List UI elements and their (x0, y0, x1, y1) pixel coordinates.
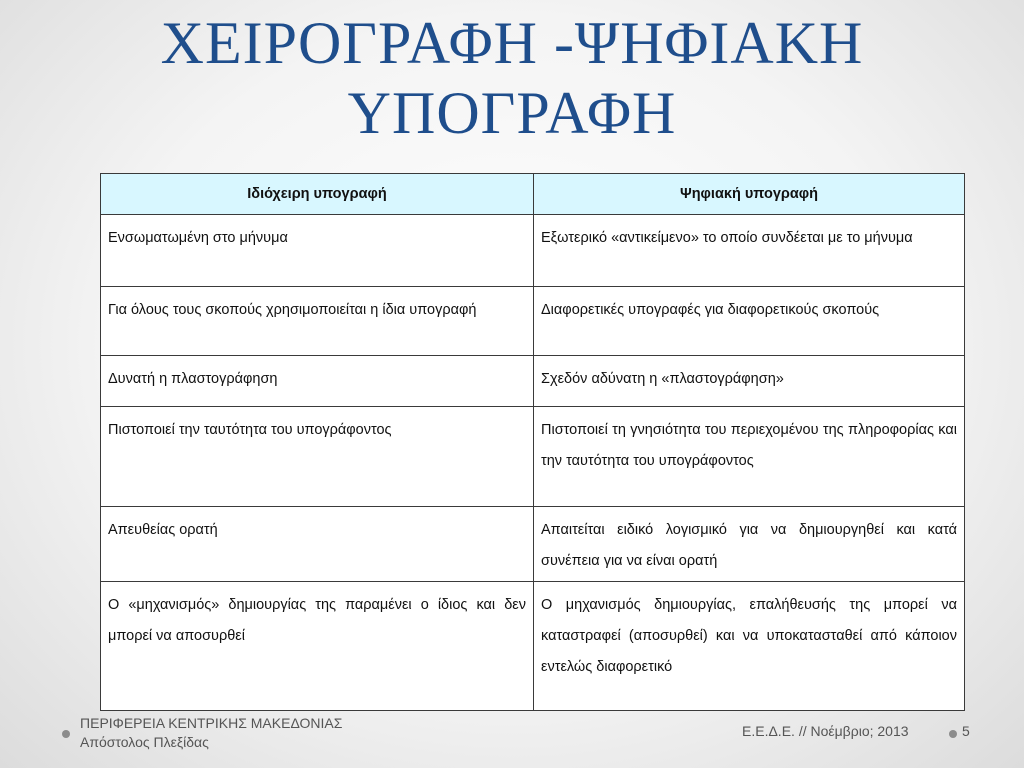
table-cell-digital: Σχεδόν αδύνατη η «πλαστογράφηση» (534, 356, 965, 407)
column-header-digital: Ψηφιακή υπογραφή (534, 174, 965, 215)
table-cell-handwritten: Για όλους τους σκοπούς χρησιμοποιείται η ίδια υπογραφή (101, 287, 534, 356)
table-cell-digital: Απαιτείται ειδικό λογισμικό για να δημιουργηθεί και κατά συνέπεια για να είναι ορατή (534, 507, 965, 582)
table-cell-handwritten: Πιστοποιεί την ταυτότητα του υπογράφοντος (101, 407, 534, 507)
table-cell-handwritten: Ενσωματωμένη στο μήνυμα (101, 215, 534, 287)
page-number: 5 (962, 723, 970, 739)
footer-left (80, 714, 342, 752)
table-cell-handwritten: Απευθείας ορατή (101, 507, 534, 582)
table-row (101, 356, 965, 407)
table-header-row (101, 174, 965, 215)
column-header-handwritten: Ιδιόχειρη υπογραφή (101, 174, 534, 215)
slide-title-line-2: ΥΠΟΓΡΑΦΗ (347, 80, 677, 146)
footer-organization: ΠΕΡΙΦΕΡΕΙΑ ΚΕΝΤΡΙΚΗΣ ΜΑΚΕΔΟΝΙΑΣ (80, 715, 343, 731)
slide-title (0, 8, 1024, 148)
table-row (101, 407, 965, 507)
table-row (101, 287, 965, 356)
table-row (101, 215, 965, 287)
footer-bullet-left (62, 730, 70, 738)
footer-author: Απόστολος Πλεξίδας (80, 734, 209, 750)
table-cell-digital: Διαφορετικές υπογραφές για διαφορετικούς σκοπούς (534, 287, 965, 356)
table-cell-handwritten: Δυνατή η πλαστογράφηση (101, 356, 534, 407)
footer-bullet-right (949, 730, 957, 738)
table-cell-digital: Εξωτερικό «αντικείμενο» το οποίο συνδέεται με το μήνυμα (534, 215, 965, 287)
table-row (101, 582, 965, 711)
comparison-table (100, 173, 965, 711)
table-row (101, 507, 965, 582)
table-cell-handwritten: Ο «μηχανισμός» δημιουργίας της παραμένει ο ίδιος και δεν μπορεί να αποσυρθεί (101, 582, 534, 711)
footer-date: Ε.Ε.Δ.Ε. // Νοέμβριο; 2013 (742, 723, 909, 739)
table-cell-digital: Πιστοποιεί τη γνησιότητα του περιεχομένου της πληροφορίας και την ταυτότητα του υπογράφοντος (534, 407, 965, 507)
slide-title-line-1: ΧΕΙΡΟΓΡΑΦΗ -ΨΗΦΙΑΚΗ (160, 10, 864, 76)
table-cell-digital: Ο μηχανισμός δημιουργίας, επαλήθευσής της μπορεί να καταστραφεί (αποσυρθεί) και να υποκατασταθεί από κάποιον εντελώς διαφορετικό (534, 582, 965, 711)
